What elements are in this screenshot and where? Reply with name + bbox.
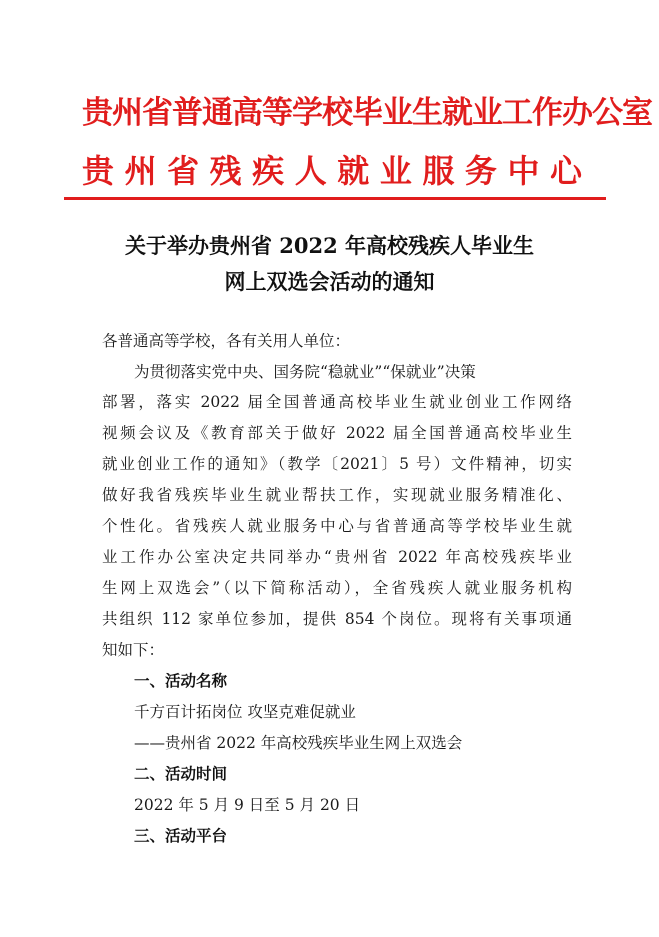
activity-dates: 2022 年 5 月 9 日至 5 月 20 日 xyxy=(134,796,361,814)
body-line: 个性化。省残疾人就业服务中心与省普通高等学校毕业生就 xyxy=(102,517,572,535)
section-heading-activity-name: 一、活动名称 xyxy=(134,671,228,690)
body-line: 就业创业工作的通知》（教学〔2021〕5 号）文件精神，切实 xyxy=(102,455,572,473)
section-heading-activity-time: 二、活动时间 xyxy=(134,764,228,783)
activity-slogan: 千方百计拓岗位 攻坚克难促就业 xyxy=(134,703,356,721)
body-line: 部署，落实 2022 届全国普通高校毕业生就业创业工作网络 xyxy=(102,393,572,411)
letterhead-issuer-2: 贵州省残疾人就业服务中心 xyxy=(82,152,582,190)
body-line: 知如下： xyxy=(102,641,165,659)
body-line: 视频会议及《教育部关于做好 2022 届全国普通高校毕业生 xyxy=(102,424,572,442)
document-title-line-1: 关于举办贵州省 2022 年高校残疾人毕业生 xyxy=(124,233,535,258)
letterhead-issuer-1: 贵州省普通高等学校毕业生就业工作办公室 xyxy=(82,95,652,131)
body-line: 共组织 112 家单位参加，提供 854 个岗位。现将有关事项通 xyxy=(102,610,572,628)
document-title-line-2: 网上双选会活动的通知 xyxy=(224,269,435,294)
body-line: 为贯彻落实党中央、国务院“稳就业”“保就业”决策 xyxy=(134,363,476,381)
body-line: 做好我省残疾毕业生就业帮扶工作，实现就业服务精准化、 xyxy=(102,486,572,504)
salutation: 各普通高等学校，各有关用人单位： xyxy=(102,332,351,350)
section-heading-activity-platform: 三、活动平台 xyxy=(134,826,228,845)
letterhead-red-rule xyxy=(64,197,606,200)
body-line: 生网上双选会”（以下简称活动），全省残疾人就业服务机构 xyxy=(102,579,572,597)
body-line: 业工作办公室决定共同举办“贵州省 2022 年高校残疾毕业 xyxy=(102,548,572,566)
activity-full-name: ——贵州省 2022 年高校残疾毕业生网上双选会 xyxy=(134,734,463,752)
